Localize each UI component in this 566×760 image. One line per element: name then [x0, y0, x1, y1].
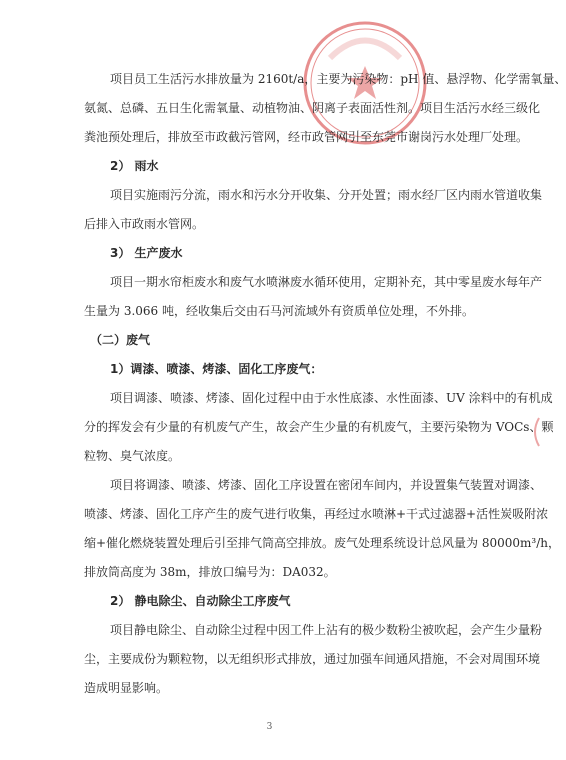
paragraph-line: 造成明显影响。 [84, 681, 169, 695]
section-heading-rainwater: 2） 雨水 [110, 159, 159, 173]
section-heading-dust-removal: 2） 静电除尘、自动除尘工序废气 [110, 594, 291, 608]
paragraph-line: 缩+催化燃烧装置处理后引至排气筒高空排放。废气处理系统设计总风量为 80000m³/h， [84, 536, 561, 550]
paragraph-line: 后排入市政雨水管网。 [84, 217, 205, 231]
section-heading-painting-gas: 1）调漆、喷漆、烤漆、固化工序废气： [110, 362, 323, 376]
paragraph-line: 氨氮、总磷、五日生化需氧量、动植物油、阴离子表面活性剂。项目生活污水经三级化 [84, 101, 541, 115]
paragraph-line: 项目将调漆、喷漆、烤漆、固化工序设置在密闭车间内，并设置集气装置对调漆、 [110, 478, 543, 492]
paragraph-line: 喷漆、烤漆、固化工序产生的废气进行收集，再经过水喷淋+干式过滤器+活性炭吸附浓 [84, 507, 549, 521]
paragraph-line: 项目静电除尘、自动除尘过程中因工件上沾有的极少数粉尘被吹起，会产生少量粉 [110, 623, 543, 637]
paragraph-line: 项目实施雨污分流，雨水和污水分开收集、分开处置；雨水经厂区内雨水管道收集 [110, 188, 543, 202]
paragraph-line: 尘，主要成份为颗粒物，以无组织形式排放，通过加强车间通风措施，不会对周围环境 [84, 652, 541, 666]
page-number: 3 [266, 722, 273, 732]
section-heading-production-wastewater: 3） 生产废水 [110, 246, 183, 260]
paragraph-line: 生量为 3.066 吨，经收集后交由石马河流域外有资质单位处理，不外排。 [84, 304, 474, 318]
section-heading-waste-gas: （二）废气 [90, 333, 151, 347]
paragraph-line: 项目员工生活污水排放量为 2160t/a，主要为污染物：pH 值、悬浮物、化学需氧量、 [110, 72, 566, 86]
paragraph-line: 排放筒高度为 38m，排放口编号为：DA032。 [84, 565, 336, 579]
paragraph-line: 项目调漆、喷漆、烤漆、固化过程中由于水性底漆、水性面漆、UV 涂料中的有机成 [110, 391, 553, 405]
paragraph-line: 粒物、臭气浓度。 [84, 449, 181, 463]
paragraph-line: 分的挥发会有少量的有机废气产生，故会产生少量的有机废气，主要污染物为 VOCs、颗 [84, 420, 554, 434]
paragraph-line: 粪池预处理后，排放至市政截污管网，经市政管网引至东莞市谢岗污水处理厂处理。 [84, 130, 529, 144]
paragraph-line: 项目一期水帘柜废水和废气水喷淋废水循环使用，定期补充，其中零星废水每年产 [110, 275, 543, 289]
